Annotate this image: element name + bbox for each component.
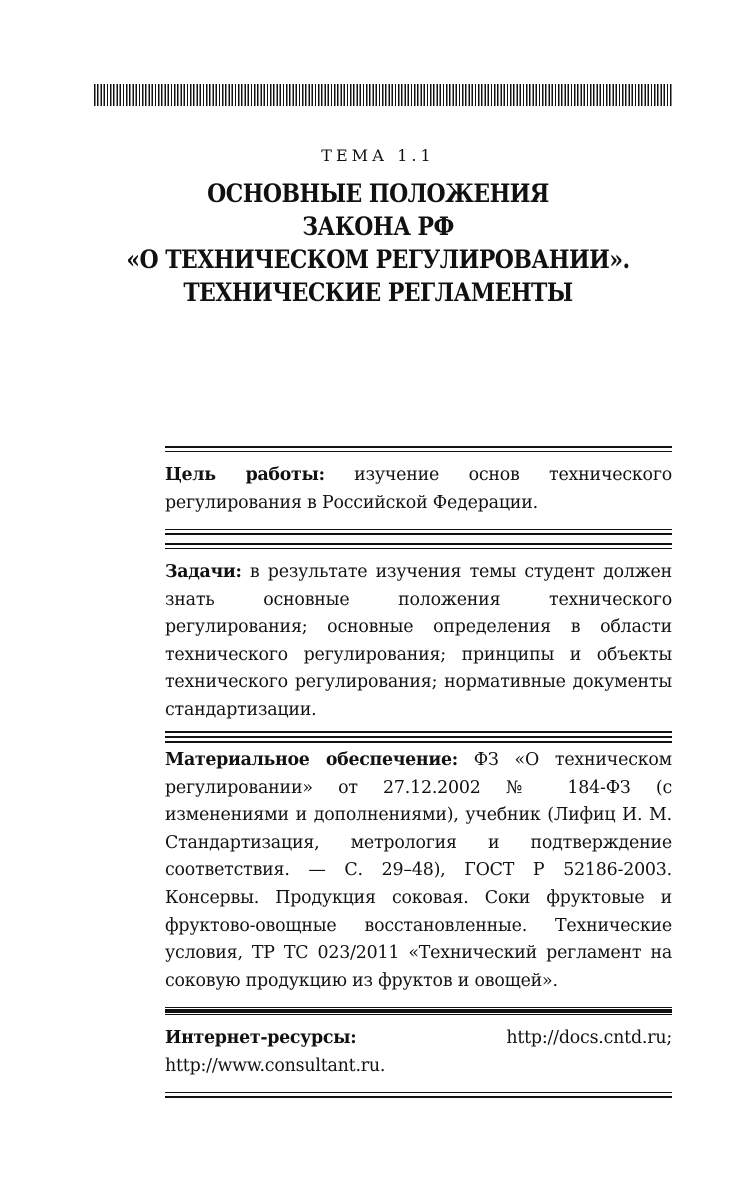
section-rule-top <box>165 543 672 549</box>
page-title <box>53 178 703 310</box>
internet-label: Интернет-ресурсы: <box>165 1028 357 1048</box>
materials-label: Материальное обеспечение: <box>165 750 458 770</box>
section-rule-top <box>165 446 672 452</box>
section-rule-bottom <box>165 529 672 535</box>
tasks-text: в результате изучения темы студент должен знать основные положения технического регулирования; основные определения в области технического регулирования; принципы и объекты технического регулирования; нормативные документы стандартизации. <box>165 562 672 720</box>
section-rule-top <box>165 731 672 737</box>
internet-text: http://docs.cntd.ru; http://www.consultant.ru. <box>165 1028 672 1076</box>
materials-text: ФЗ «О техническом регулировании» от 27.12.2002 № 184-ФЗ (с изменениями и дополнениями), учебник (Лифиц И. М. Стандартизация, метрология и подтверждение соответствия. — С. 29–48), ГОСТ Р 52186-2003. Консервы. Продукция соковая. Соки фруктовые и фруктово-овощные восстановленные. Технические условия, ТР ТС 023/2011 «Технический регламент на соковую продукцию из фруктов и овощей». <box>165 750 673 991</box>
materials-paragraph <box>165 747 672 995</box>
internet-paragraph <box>165 1025 672 1080</box>
header-ornament-band <box>94 84 672 106</box>
goal-text: изучение основ технического регулирования в Российской Федерации. <box>165 465 672 513</box>
goal-label: Цель работы: <box>165 465 325 485</box>
materials-section <box>165 731 672 1013</box>
title-line-4: ТЕХНИЧЕСКИЕ РЕГЛАМЕНТЫ <box>183 278 573 308</box>
section-rule-top <box>165 1009 672 1015</box>
goal-section <box>165 446 672 535</box>
title-line-1: ОСНОВНЫЕ ПОЛОЖЕНИЯ <box>207 179 549 209</box>
topic-label: ТЕМА 1.1 <box>321 146 435 165</box>
tasks-label: Задачи: <box>165 562 242 582</box>
tasks-section <box>165 543 672 743</box>
title-line-2: ЗАКОНА РФ <box>302 212 454 242</box>
internet-section <box>165 1009 672 1098</box>
goal-paragraph <box>165 462 672 517</box>
section-rule-bottom <box>165 1092 672 1098</box>
title-line-3: «О ТЕХНИЧЕСКОМ РЕГУЛИРОВАНИИ». <box>126 245 630 275</box>
tasks-paragraph <box>165 559 672 725</box>
